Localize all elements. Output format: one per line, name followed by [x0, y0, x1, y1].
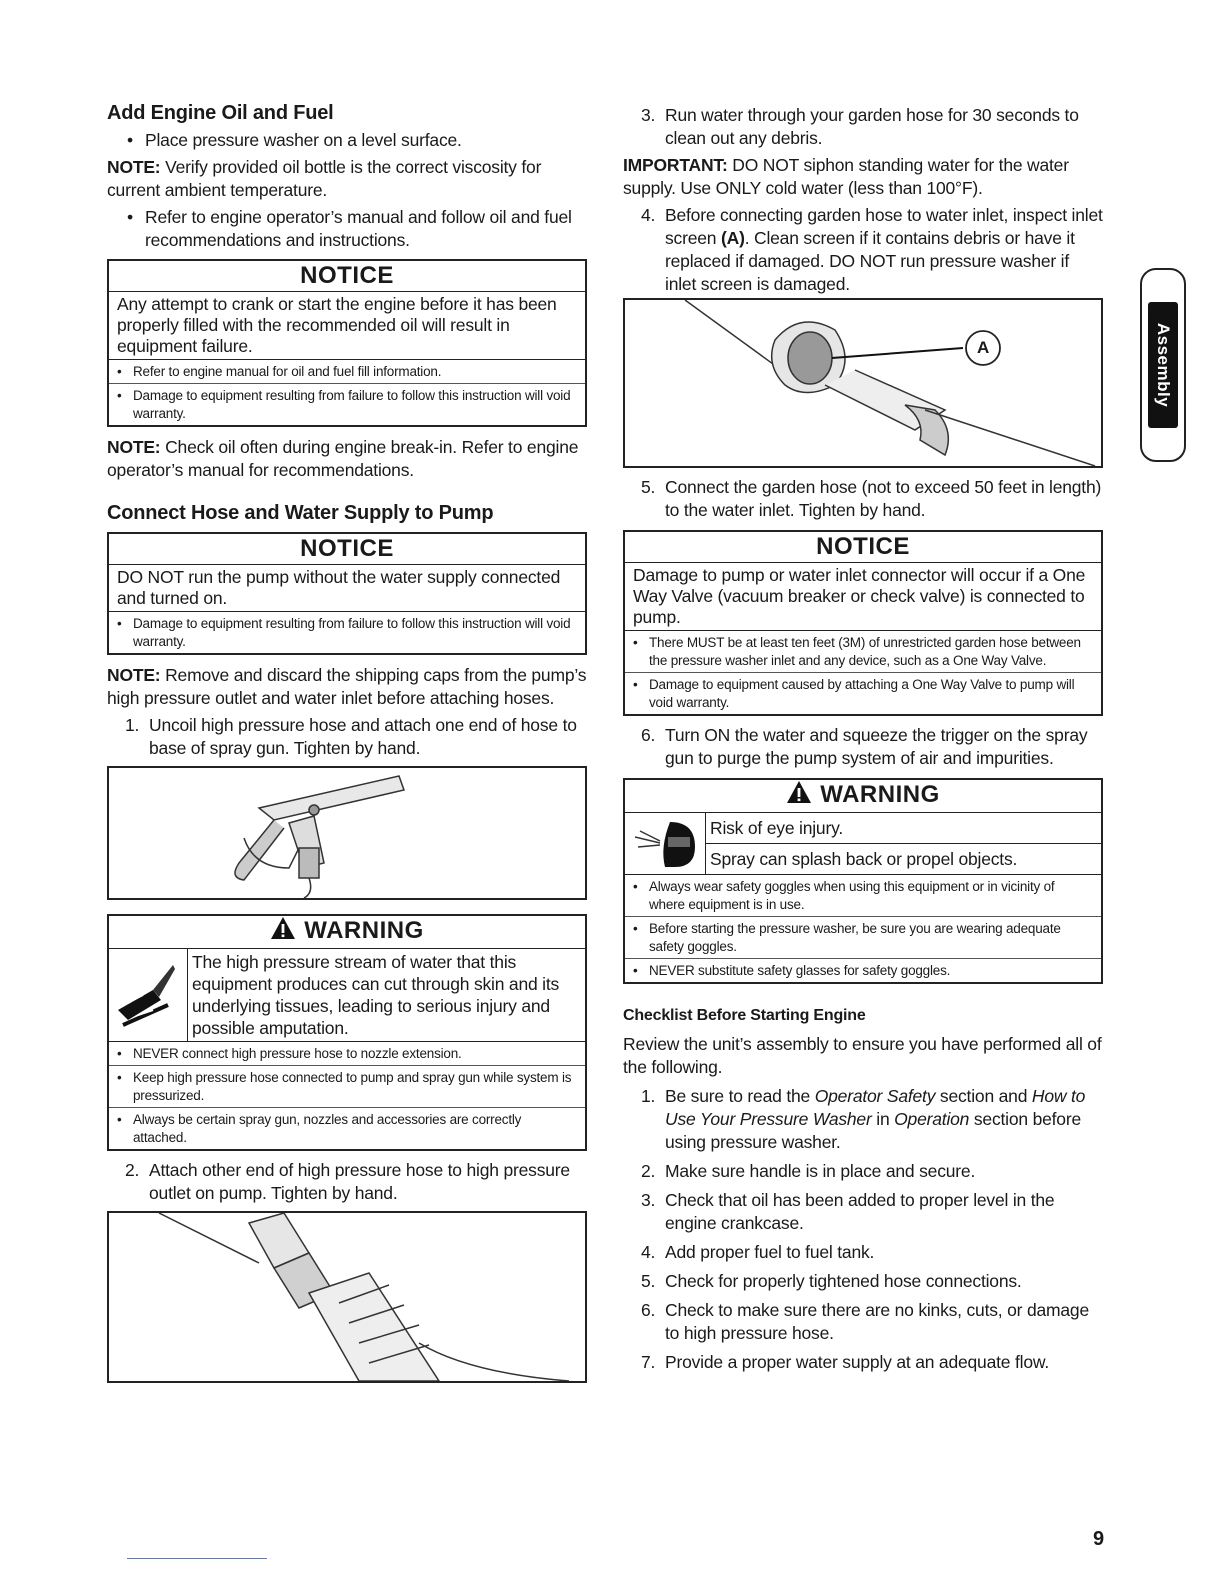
- warning-lead: The high pressure stream of water that this equipment produces can cut through skin and its underlying tissues, leading to serious injury and possible amputation.: [192, 952, 560, 1038]
- important-text: DO NOT siphon standing water for the water supply. Use ONLY cold water (less than 100°F).: [623, 155, 1069, 198]
- check-text: Provide a proper water supply at an adequate flow.: [665, 1352, 1049, 1372]
- step-number: 2.: [641, 1161, 656, 1181]
- step-number: 6.: [641, 725, 656, 745]
- note-viscosity-text: Verify provided oil bottle is the correct viscosity for current ambient temperature.: [107, 157, 542, 200]
- step-text: Connect the garden hose (not to exceed 50 feet in length) to the water inlet. Tighten by hand.: [665, 477, 1102, 520]
- warning-item: • Before starting the pressure washer, be sure you are wearing adequate safety goggles.: [625, 917, 1101, 959]
- notice-lead: Any attempt to crank or start the engine before it has been properly filled with the recommended oil will result in equipment failure.: [109, 292, 585, 360]
- step-6: [623, 724, 1103, 770]
- check-text: Make sure handle is in place and secure.: [665, 1161, 976, 1181]
- notice-item: • Refer to engine manual for oil and fuel fill information.: [109, 360, 585, 384]
- step-number: 1.: [641, 1086, 656, 1106]
- checklist-item-2: [623, 1160, 1103, 1183]
- notice-title: NOTICE: [109, 534, 585, 565]
- warning-title: WARNING: [304, 917, 424, 944]
- checklist-item-7: [623, 1351, 1103, 1374]
- checklist-item-3: [623, 1189, 1103, 1235]
- warning-item: • NEVER substitute safety glasses for safety goggles.: [625, 959, 1101, 982]
- heading-add-engine-oil: Add Engine Oil and Fuel: [107, 102, 334, 124]
- check-text: section and: [935, 1086, 1032, 1106]
- step-text: . Clean screen if it contains debris or have it replaced if damaged. DO NOT run pressure washer if inlet screen is damaged.: [665, 228, 1075, 294]
- hose-fitting-illustration: [109, 1213, 585, 1381]
- warning-lead-row: [625, 813, 1101, 875]
- important-label: IMPORTANT:: [623, 155, 728, 175]
- warning-lead-row: [109, 949, 585, 1042]
- step-5: [623, 476, 1103, 522]
- step-text: Before connecting garden hose to water inlet, inspect inlet screen: [665, 205, 1103, 248]
- step-number: 2.: [125, 1160, 140, 1180]
- step-number: 1.: [125, 715, 140, 735]
- spray-gun-illustration: [109, 768, 585, 898]
- step-number: 6.: [641, 1300, 656, 1320]
- check-ref-operator-safety: Operator Safety: [814, 1086, 936, 1106]
- step-text: Uncoil high pressure hose and attach one end of hose to base of spray gun. Tighten by hand.: [149, 715, 577, 758]
- step-text: Attach other end of high pressure hose to high pressure outlet on pump. Tighten by hand.: [149, 1160, 570, 1203]
- check-text: section before using pressure washer.: [665, 1109, 1081, 1152]
- notice-item: • Damage to equipment caused by attaching a One Way Valve to pump will void warranty.: [625, 673, 1101, 714]
- warning-box-high-pressure: [107, 914, 587, 1151]
- note-shipping-caps: [107, 664, 587, 710]
- warning-item: • NEVER connect high pressure hose to nozzle extension.: [109, 1042, 585, 1066]
- check-text: in: [871, 1109, 895, 1129]
- warning-title-row: [109, 916, 585, 949]
- check-text: Check for properly tightened hose connections.: [665, 1271, 1022, 1291]
- step-text: Turn ON the water and squeeze the trigger on the spray gun to purge the pump system of air and impurities.: [665, 725, 1088, 768]
- check-ref-how-to-use: How to Use Your Pressure Washer: [665, 1086, 1086, 1129]
- notice-title: NOTICE: [109, 261, 585, 292]
- step-text: Run water through your garden hose for 30 seconds to clean out any debris.: [665, 105, 1079, 148]
- left-column: [107, 100, 587, 1383]
- notice-box-one-way-valve: [623, 530, 1103, 716]
- step-number: 4.: [641, 205, 656, 225]
- callout-a-label: A: [976, 338, 990, 357]
- injection-hazard-icon: [109, 949, 188, 1041]
- inlet-screen-figure: [623, 298, 1103, 468]
- notice-box-pump: [107, 532, 587, 655]
- notice-lead: Damage to pump or water inlet connector will occur if a One Way Valve (vacuum breaker or check valve) is connected to pump.: [625, 563, 1101, 631]
- callout-ref: (A): [721, 228, 745, 248]
- checklist-heading: Checklist Before Starting Engine: [623, 1007, 866, 1024]
- warning-triangle-icon: [270, 916, 296, 948]
- notice-item: • Damage to equipment resulting from failure to follow this instruction will void warranty.: [109, 384, 585, 425]
- check-text: Check to make sure there are no kinks, cuts, or damage to high pressure hose.: [665, 1300, 1089, 1343]
- spray-gun-figure: [107, 766, 587, 900]
- section-tab-assembly: [1140, 268, 1186, 462]
- note-caps-text: Remove and discard the shipping caps from the pump’s high pressure outlet and water inlet before attaching hoses.: [107, 665, 587, 708]
- warning-title-row: [625, 780, 1101, 813]
- step-2: [107, 1159, 587, 1205]
- checklist-intro: Review the unit’s assembly to ensure you have performed all of the following.: [623, 1034, 1102, 1077]
- inlet-screen-illustration: [625, 300, 1101, 466]
- checklist-item-6: [623, 1299, 1103, 1345]
- note-break-in: [107, 436, 587, 482]
- step-number: 3.: [641, 1190, 656, 1210]
- footer-rule: [127, 1558, 267, 1559]
- warning-item: • Always be certain spray gun, nozzles and accessories are correctly attached.: [109, 1108, 585, 1149]
- right-column: [623, 100, 1103, 1374]
- check-text: Check that oil has been added to proper level in the engine crankcase.: [665, 1190, 1055, 1233]
- section-tab-label: Assembly: [1154, 322, 1174, 408]
- step-number: 5.: [641, 477, 656, 497]
- bullet-refer-manual: • Refer to engine operator’s manual and follow oil and fuel recommendations and instructions.: [107, 206, 587, 252]
- warning-box-eye-injury: [623, 778, 1103, 984]
- warning-lead-lines: [706, 813, 1101, 874]
- note-label: NOTE:: [107, 157, 161, 177]
- checklist-item-4: [623, 1241, 1103, 1264]
- section-tab-inner: [1148, 302, 1178, 428]
- checklist-item-5: [623, 1270, 1103, 1293]
- check-text: Add proper fuel to fuel tank.: [665, 1242, 875, 1262]
- warning-lead-2: Spray can splash back or propel objects.: [710, 849, 1018, 869]
- notice-box-oil: [107, 259, 587, 427]
- pump-outlet-figure: [107, 1211, 587, 1383]
- warning-item: • Always wear safety goggles when using this equipment or in vicinity of where equipment is in use.: [625, 875, 1101, 917]
- note-viscosity: [107, 156, 587, 202]
- step-4: [623, 204, 1103, 296]
- step-number: 4.: [641, 1242, 656, 1262]
- notice-item: • Damage to equipment resulting from failure to follow this instruction will void warranty.: [109, 612, 585, 653]
- notice-title: NOTICE: [625, 532, 1101, 563]
- step-number: 7.: [641, 1352, 656, 1372]
- warning-item: • Keep high pressure hose connected to pump and spray gun while system is pressurized.: [109, 1066, 585, 1108]
- warning-triangle-icon: [786, 780, 812, 812]
- notice-lead: DO NOT run the pump without the water supply connected and turned on.: [109, 565, 585, 612]
- step-number: 3.: [641, 105, 656, 125]
- note-break-in-text: Check oil often during engine break-in. Refer to engine operator’s manual for recommendations.: [107, 437, 579, 480]
- eye-hazard-icon: [625, 813, 706, 874]
- note-label: NOTE:: [107, 437, 161, 457]
- checklist-item-1: [623, 1085, 1103, 1154]
- step-3: [623, 104, 1103, 150]
- important-note: [623, 154, 1103, 200]
- step-1: [107, 714, 587, 760]
- page-number: 9: [1093, 1528, 1105, 1550]
- warning-title: WARNING: [820, 781, 940, 808]
- bullet-level-surface: • Place pressure washer on a level surface.: [107, 129, 587, 152]
- note-label: NOTE:: [107, 665, 161, 685]
- check-ref-operation: Operation: [894, 1109, 970, 1129]
- heading-connect-hose: Connect Hose and Water Supply to Pump: [107, 502, 494, 524]
- step-number: 5.: [641, 1271, 656, 1291]
- notice-item: • There MUST be at least ten feet (3M) of unrestricted garden hose between the pressure washer inlet and any device, such as a One Way Valve.: [625, 631, 1101, 673]
- warning-lead-1: Risk of eye injury.: [706, 813, 1101, 844]
- check-text: Be sure to read the: [665, 1086, 815, 1106]
